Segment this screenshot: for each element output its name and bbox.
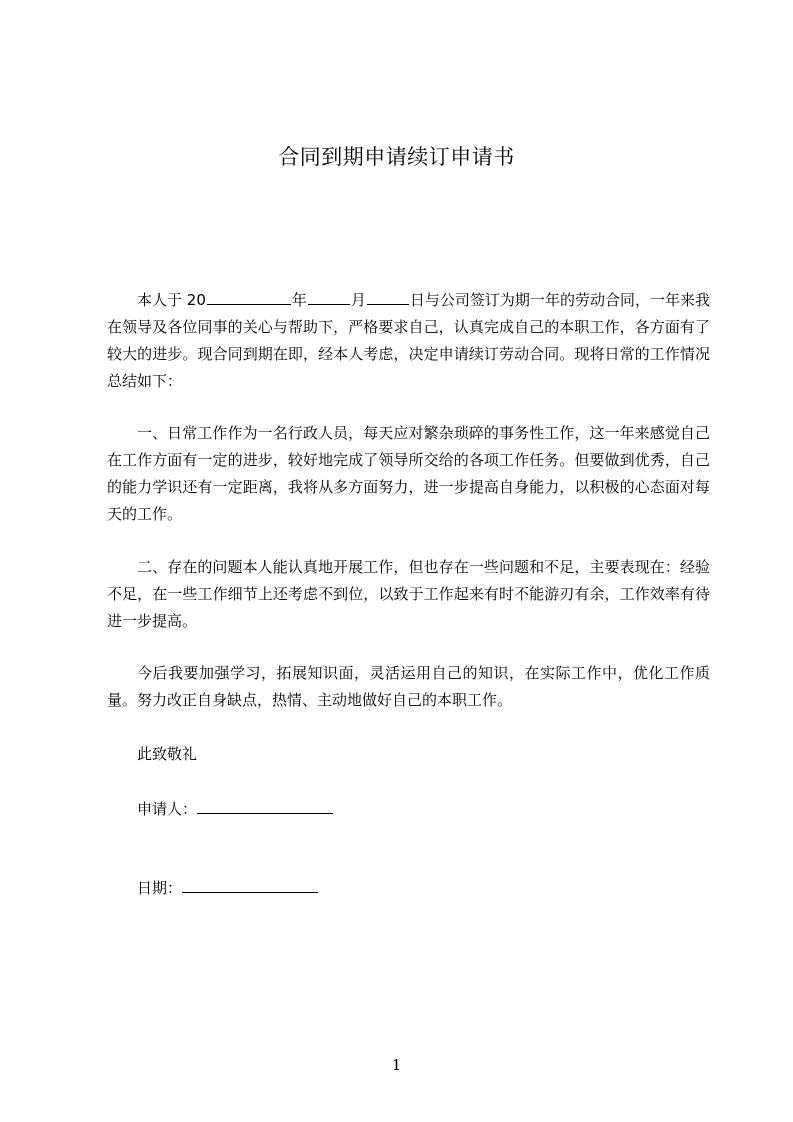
day-blank: [367, 289, 409, 305]
date-line: [137, 877, 318, 899]
applicant-line: [137, 798, 333, 820]
section-1-paragraph: 一、日常工作作为一名行政人员，每天应对繁杂琐碎的事务性工作，这一年来感觉自己在工作方面有一定的进步，较好地完成了领导所交给的各项工作任务。但要做到优秀，自己的能力学识还有一定距离，我将从多方面努力，进一步提高自身能力，以积极的心态面对每天的工作。: [107, 424, 710, 523]
closing-salutation: 此致敬礼: [137, 745, 198, 763]
date-blank: [182, 877, 318, 893]
intro-rest: 日与公司签订为期一年的劳动合同，一年来我在领导及各位同事的关心与帮助下，严格要求自己，认真完成自己的本职工作，各方面有了较大的进步。现合同到期在即，经本人考虑，决定申请续订劳动合同。现将日常的工作情况总结如下：: [107, 291, 710, 390]
intro-paragraph: [107, 287, 710, 395]
intro-prefix: 本人于 20: [137, 291, 206, 309]
applicant-blank: [197, 798, 333, 814]
page-number: 1: [391, 1056, 402, 1074]
year-label: 年: [291, 291, 307, 309]
page-title: 合同到期申请续订申请书: [278, 145, 515, 169]
month-label: 月: [350, 291, 366, 309]
applicant-label: 申请人：: [137, 800, 198, 818]
year-blank: [207, 289, 291, 305]
month-blank: [308, 289, 350, 305]
section-2-paragraph: 二、存在的问题本人能认真地开展工作，但也存在一些问题和不足，主要表现在：经验不足，在一些工作细节上还考虑不到位，以致于工作起来有时不能游刃有余，工作效率有待进一步提高。: [107, 558, 710, 630]
date-label: 日期：: [137, 879, 183, 897]
section-3-paragraph: 今后我要加强学习，拓展知识面，灵活运用自己的知识，在实际工作中，优化工作质量。努力改正自身缺点，热情、主动地做好自己的本职工作。: [107, 664, 710, 709]
